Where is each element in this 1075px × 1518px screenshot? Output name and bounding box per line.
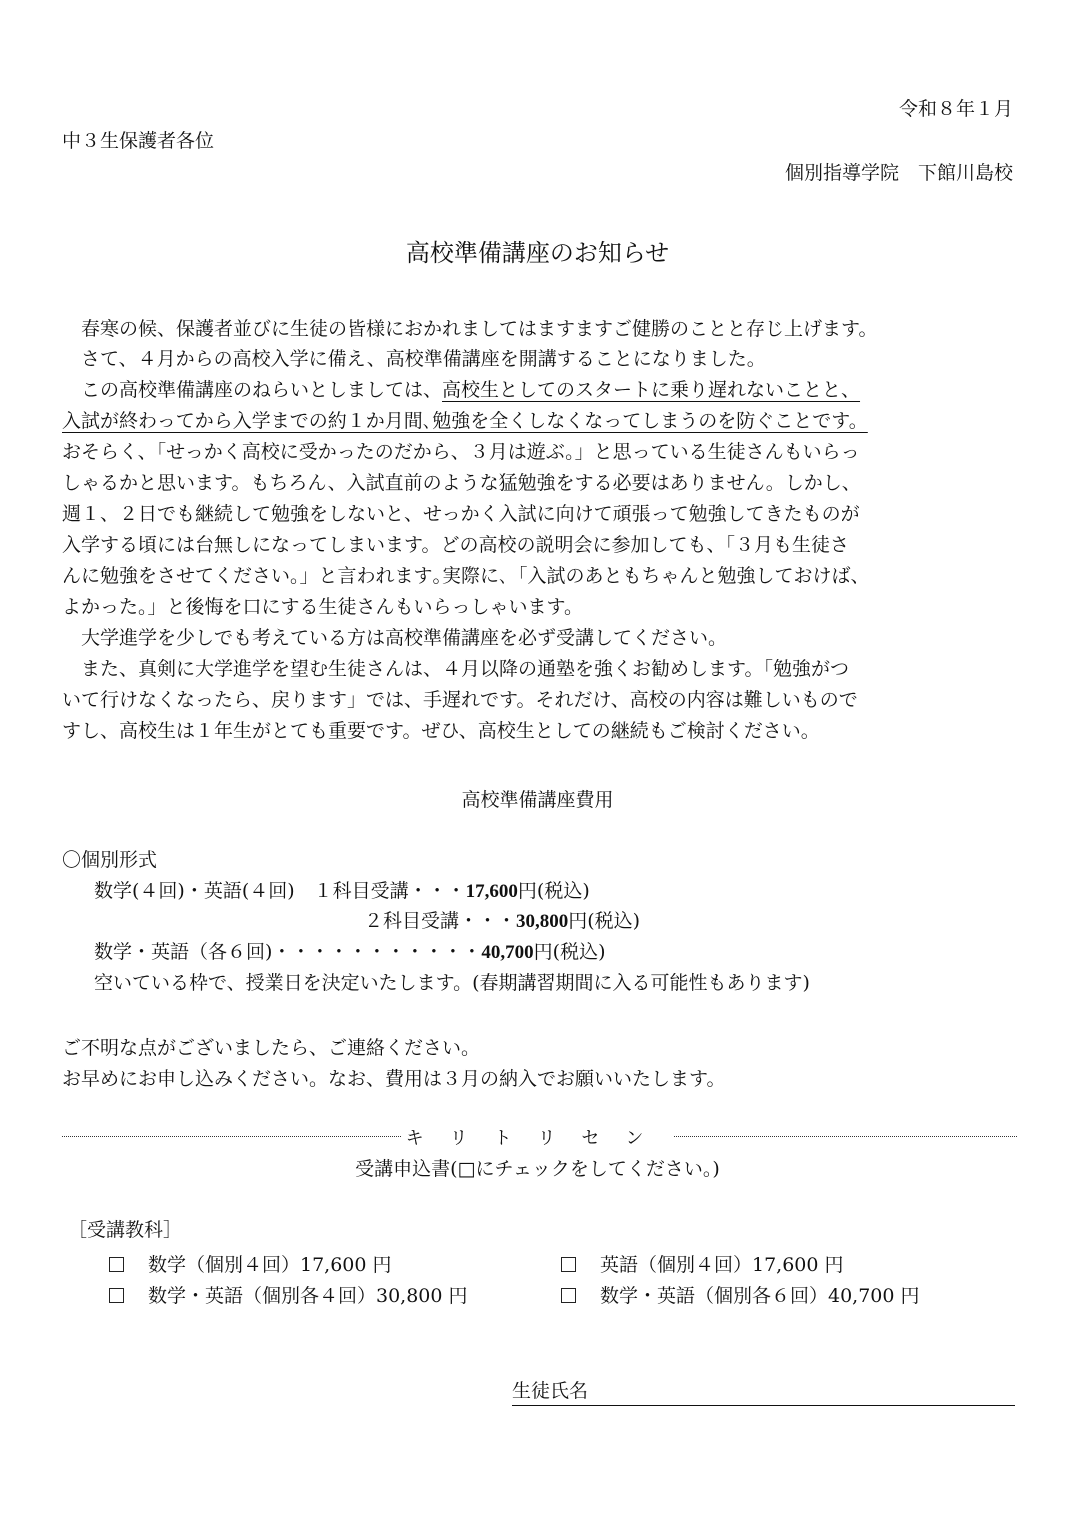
closing-line: ご不明な点がございましたら、ご連絡ください。 [62, 1037, 481, 1059]
fee-row-two-subjects [364, 906, 640, 933]
addressee: 中３生保護者各位 [62, 130, 215, 152]
fee-label: 数学(４回)・英語(４回) １科目受講・・・ [94, 880, 466, 902]
checkbox-icon[interactable] [561, 1288, 576, 1303]
option-label: 数学・英語（個別各４回）30,800 円 [148, 1285, 468, 1307]
option-label: 数学（個別４回）17,600 円 [148, 1254, 392, 1276]
fee-price: 17,600 [465, 881, 518, 902]
student-name-label: 生徒氏名 [512, 1380, 589, 1402]
body-line: おそらく、「せっかく高校に受かったのだから、３月は遊ぶ。」と思っている生徒さんもいらっ [62, 441, 860, 463]
body-line [81, 375, 860, 405]
issue-date: 令和８年１月 [898, 98, 1013, 120]
body-line: すし、高校生は１年生がとても重要です。ぜひ、高校生としての継続もご検討ください。 [62, 720, 820, 742]
body-line: 週１、２日でも継続して勉強をしないと、せっかく入試に向けて頑張って勉強してきたものが [62, 503, 860, 525]
body-line: 大学進学を少しでも考えている方は高校準備講座を必ず受講してください。 [81, 627, 728, 649]
checkbox-icon[interactable] [561, 1257, 576, 1272]
cut-line-label [0, 1124, 1075, 1150]
body-line: また、真剣に大学進学を望む生徒さんは、４月以降の通塾を強くお勧めします。「勉強がつ [81, 658, 849, 680]
closing-line: お早めにお申し込みください。なお、費用は３月の納入でお願いいたします。 [62, 1068, 726, 1090]
fee-price: 30,800 [516, 911, 569, 932]
body-line: いて行けなくなったら、戻ります」では、手遅れです。それだけ、高校の内容は難しいもので [62, 689, 858, 711]
subjects-label: ［受講教科］ [68, 1219, 183, 1241]
fee-label: ２科目受講・・・ [364, 910, 517, 932]
body-line: さて、４月からの高校入学に備え、高校準備講座を開講することになりました。 [81, 348, 766, 370]
option-english-4[interactable] [561, 1250, 844, 1277]
fee-row-one-subject [94, 876, 590, 903]
body-line: 入学する頃には台無しになってしまいます。どの高校の説明会に参加しても、「３月も生徒さ [62, 534, 849, 556]
body-line: よかった。」と後悔を口にする生徒さんもいらっしゃいます。 [62, 596, 583, 618]
fee-yen-tax: 円(税込) [533, 941, 606, 963]
body-line: 春寒の候、保護者並びに生徒の皆様におかれましてはますますご健勝のことと存じ上げます。 [81, 318, 878, 340]
document-title: 高校準備講座のお知らせ [405, 239, 670, 267]
body-text-span: この高校準備講座のねらいとしましては、 [81, 379, 443, 401]
option-math-4[interactable] [109, 1250, 392, 1277]
fee-price: 40,700 [481, 942, 534, 963]
application-form-title: 受講申込書(□にチェックをしてください。) [355, 1158, 720, 1180]
underlined-aim: 高校生としてのスタートに乗り遅れないことと、 [442, 379, 861, 401]
option-label: 数学・英語（個別各６回）40,700 円 [600, 1285, 920, 1307]
fee-label: 数学・英語（各６回)・・・・・・・・・・・ [94, 941, 482, 963]
fee-note: 空いている枠で、授業日を決定いたします。(春期講習期間に入る可能性もあります) [94, 972, 810, 994]
student-name-field[interactable] [512, 1376, 1015, 1406]
option-label: 英語（個別４回）17,600 円 [600, 1254, 844, 1276]
fee-yen-tax: 円(税込) [517, 880, 590, 902]
fee-yen-tax: 円(税込) [568, 910, 641, 932]
checkbox-icon[interactable] [109, 1288, 124, 1303]
option-math-english-6[interactable] [561, 1281, 920, 1308]
option-math-english-4[interactable] [109, 1281, 468, 1308]
fee-row-six-sessions [94, 937, 606, 964]
body-line: んに勉強をさせてください。」と言われます｡実際に､「入試のあともちゃんと勉強しておけば、 [62, 565, 870, 587]
checkbox-icon[interactable] [109, 1257, 124, 1272]
underlined-aim-line: 入試が終わってから入学までの約１か月間､勉強を全くしなくなってしまうのを防ぐことです。 [62, 410, 868, 432]
body-line: しゃるかと思います。もちろん、入試直前のような猛勉強をする必要はありません。しかし、 [62, 472, 861, 494]
fee-section-title: 高校準備講座費用 [461, 789, 614, 811]
sender-school: 個別指導学院 下館川島校 [784, 162, 1013, 184]
cut-line-text: キリトリセン [402, 1128, 674, 1149]
fee-format: 〇個別形式 [62, 849, 158, 871]
